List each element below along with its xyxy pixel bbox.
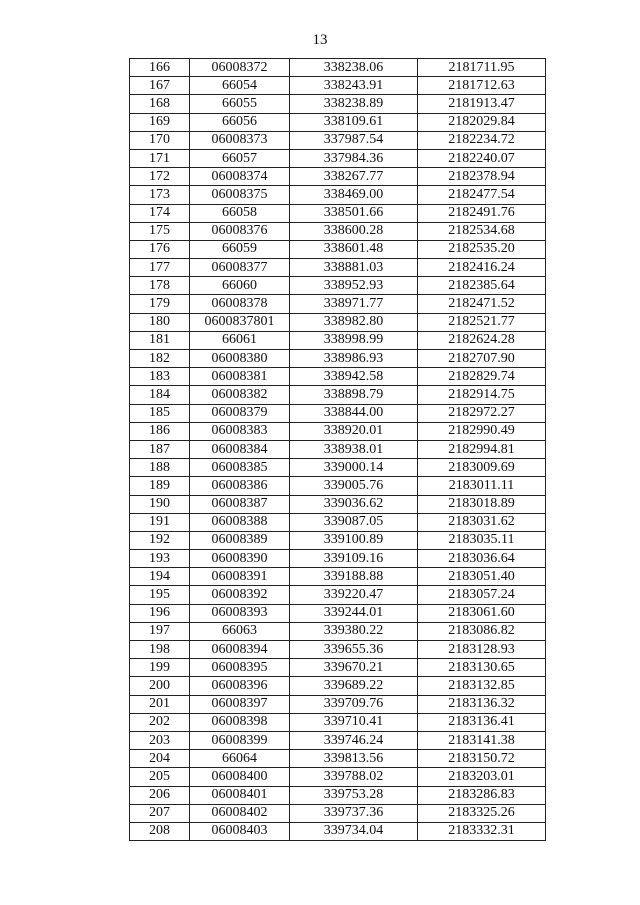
table-row <box>130 386 546 404</box>
x-coordinate-cell: 338982.80 <box>290 313 418 331</box>
point-id-cell: 06008392 <box>190 586 290 604</box>
table-row <box>130 313 546 331</box>
y-coordinate-cell: 2182234.72 <box>418 131 546 149</box>
table-row <box>130 131 546 149</box>
point-id-cell: 06008399 <box>190 731 290 749</box>
point-id-cell: 06008391 <box>190 568 290 586</box>
x-coordinate-cell: 338238.89 <box>290 95 418 113</box>
row-number-cell: 187 <box>130 440 190 458</box>
row-number-cell: 184 <box>130 386 190 404</box>
x-coordinate-cell: 338501.66 <box>290 204 418 222</box>
point-id-cell: 06008376 <box>190 222 290 240</box>
y-coordinate-cell: 2182914.75 <box>418 386 546 404</box>
table-row <box>130 240 546 258</box>
point-id-cell: 66064 <box>190 750 290 768</box>
point-id-cell: 66054 <box>190 77 290 95</box>
x-coordinate-cell: 339689.22 <box>290 677 418 695</box>
point-id-cell: 06008400 <box>190 768 290 786</box>
row-number-cell: 207 <box>130 804 190 822</box>
row-number-cell: 168 <box>130 95 190 113</box>
y-coordinate-cell: 2182477.54 <box>418 186 546 204</box>
point-id-cell: 06008384 <box>190 440 290 458</box>
point-id-cell: 06008395 <box>190 659 290 677</box>
table-row <box>130 95 546 113</box>
y-coordinate-cell: 2181712.63 <box>418 77 546 95</box>
x-coordinate-cell: 339000.14 <box>290 459 418 477</box>
row-number-cell: 167 <box>130 77 190 95</box>
point-id-cell: 06008402 <box>190 804 290 822</box>
row-number-cell: 186 <box>130 422 190 440</box>
table-row <box>130 550 546 568</box>
point-id-cell: 06008397 <box>190 695 290 713</box>
row-number-cell: 190 <box>130 495 190 513</box>
y-coordinate-cell: 2183011.11 <box>418 477 546 495</box>
table-row <box>130 331 546 349</box>
y-coordinate-cell: 2183332.31 <box>418 822 546 840</box>
table-row <box>130 622 546 640</box>
y-coordinate-cell: 2183061.60 <box>418 604 546 622</box>
y-coordinate-cell: 2182707.90 <box>418 350 546 368</box>
table-row <box>130 659 546 677</box>
table-row <box>130 804 546 822</box>
table-row <box>130 368 546 386</box>
y-coordinate-cell: 2183036.64 <box>418 550 546 568</box>
table-row <box>130 641 546 659</box>
point-id-cell: 66056 <box>190 113 290 131</box>
y-coordinate-cell: 2182829.74 <box>418 368 546 386</box>
row-number-cell: 208 <box>130 822 190 840</box>
row-number-cell: 191 <box>130 513 190 531</box>
table-row <box>130 586 546 604</box>
x-coordinate-cell: 338920.01 <box>290 422 418 440</box>
row-number-cell: 179 <box>130 295 190 313</box>
point-id-cell: 06008403 <box>190 822 290 840</box>
y-coordinate-cell: 2182240.07 <box>418 149 546 167</box>
x-coordinate-cell: 339734.04 <box>290 822 418 840</box>
point-id-cell: 06008381 <box>190 368 290 386</box>
y-coordinate-cell: 2182378.94 <box>418 168 546 186</box>
y-coordinate-cell: 2182990.49 <box>418 422 546 440</box>
x-coordinate-cell: 338601.48 <box>290 240 418 258</box>
y-coordinate-cell: 2182029.84 <box>418 113 546 131</box>
x-coordinate-cell: 339109.16 <box>290 550 418 568</box>
table-row <box>130 259 546 277</box>
point-id-cell: 06008394 <box>190 641 290 659</box>
row-number-cell: 192 <box>130 531 190 549</box>
point-id-cell: 66055 <box>190 95 290 113</box>
x-coordinate-cell: 338998.99 <box>290 331 418 349</box>
point-id-cell: 06008398 <box>190 713 290 731</box>
row-number-cell: 169 <box>130 113 190 131</box>
point-id-cell: 06008383 <box>190 422 290 440</box>
x-coordinate-cell: 338844.00 <box>290 404 418 422</box>
y-coordinate-cell: 2183141.38 <box>418 731 546 749</box>
row-number-cell: 203 <box>130 731 190 749</box>
row-number-cell: 195 <box>130 586 190 604</box>
point-id-cell: 0600837801 <box>190 313 290 331</box>
y-coordinate-cell: 2182521.77 <box>418 313 546 331</box>
point-id-cell: 06008372 <box>190 59 290 77</box>
x-coordinate-cell: 337984.36 <box>290 149 418 167</box>
point-id-cell: 06008378 <box>190 295 290 313</box>
point-id-cell: 66063 <box>190 622 290 640</box>
table-row <box>130 404 546 422</box>
table-row <box>130 513 546 531</box>
point-id-cell: 06008396 <box>190 677 290 695</box>
y-coordinate-cell: 2183132.85 <box>418 677 546 695</box>
x-coordinate-cell: 339380.22 <box>290 622 418 640</box>
row-number-cell: 200 <box>130 677 190 695</box>
table-row <box>130 295 546 313</box>
row-number-cell: 202 <box>130 713 190 731</box>
point-id-cell: 66059 <box>190 240 290 258</box>
y-coordinate-cell: 2183136.32 <box>418 695 546 713</box>
y-coordinate-cell: 2183325.26 <box>418 804 546 822</box>
y-coordinate-cell: 2182994.81 <box>418 440 546 458</box>
point-id-cell: 66060 <box>190 277 290 295</box>
x-coordinate-cell: 338238.06 <box>290 59 418 77</box>
y-coordinate-cell: 2183150.72 <box>418 750 546 768</box>
y-coordinate-cell: 2183286.83 <box>418 786 546 804</box>
point-id-cell: 66061 <box>190 331 290 349</box>
x-coordinate-cell: 339813.56 <box>290 750 418 768</box>
table-row <box>130 204 546 222</box>
x-coordinate-cell: 339788.02 <box>290 768 418 786</box>
x-coordinate-cell: 339746.24 <box>290 731 418 749</box>
row-number-cell: 183 <box>130 368 190 386</box>
table-row <box>130 477 546 495</box>
point-id-cell: 06008385 <box>190 459 290 477</box>
x-coordinate-cell: 339655.36 <box>290 641 418 659</box>
y-coordinate-cell: 2183035.11 <box>418 531 546 549</box>
row-number-cell: 171 <box>130 149 190 167</box>
x-coordinate-cell: 338243.91 <box>290 77 418 95</box>
page-number: 13 <box>312 32 328 48</box>
table-row <box>130 531 546 549</box>
y-coordinate-cell: 2182624.28 <box>418 331 546 349</box>
row-number-cell: 181 <box>130 331 190 349</box>
x-coordinate-cell: 339100.89 <box>290 531 418 549</box>
x-coordinate-cell: 338971.77 <box>290 295 418 313</box>
y-coordinate-cell: 2183031.62 <box>418 513 546 531</box>
point-id-cell: 06008382 <box>190 386 290 404</box>
x-coordinate-cell: 338952.93 <box>290 277 418 295</box>
point-id-cell: 06008386 <box>190 477 290 495</box>
coordinates-table-body <box>130 59 546 841</box>
table-row <box>130 422 546 440</box>
y-coordinate-cell: 2183018.89 <box>418 495 546 513</box>
table-row <box>130 186 546 204</box>
row-number-cell: 176 <box>130 240 190 258</box>
row-number-cell: 196 <box>130 604 190 622</box>
y-coordinate-cell: 2182972.27 <box>418 404 546 422</box>
point-id-cell: 06008375 <box>190 186 290 204</box>
table-row <box>130 822 546 840</box>
row-number-cell: 204 <box>130 750 190 768</box>
point-id-cell: 06008393 <box>190 604 290 622</box>
table-row <box>130 786 546 804</box>
x-coordinate-cell: 339005.76 <box>290 477 418 495</box>
table-row <box>130 695 546 713</box>
x-coordinate-cell: 337987.54 <box>290 131 418 149</box>
table-row <box>130 731 546 749</box>
table-row <box>130 277 546 295</box>
y-coordinate-cell: 2183136.41 <box>418 713 546 731</box>
y-coordinate-cell: 2182385.64 <box>418 277 546 295</box>
x-coordinate-cell: 339036.62 <box>290 495 418 513</box>
y-coordinate-cell: 2182534.68 <box>418 222 546 240</box>
table-row <box>130 149 546 167</box>
y-coordinate-cell: 2183128.93 <box>418 641 546 659</box>
row-number-cell: 193 <box>130 550 190 568</box>
point-id-cell: 06008374 <box>190 168 290 186</box>
table-row <box>130 350 546 368</box>
y-coordinate-cell: 2183086.82 <box>418 622 546 640</box>
y-coordinate-cell: 2182535.20 <box>418 240 546 258</box>
table-row <box>130 768 546 786</box>
row-number-cell: 197 <box>130 622 190 640</box>
row-number-cell: 205 <box>130 768 190 786</box>
y-coordinate-cell: 2183203.01 <box>418 768 546 786</box>
table-row <box>130 59 546 77</box>
x-coordinate-cell: 339670.21 <box>290 659 418 677</box>
table-row <box>130 750 546 768</box>
y-coordinate-cell: 2182491.76 <box>418 204 546 222</box>
table-row <box>130 222 546 240</box>
row-number-cell: 201 <box>130 695 190 713</box>
row-number-cell: 182 <box>130 350 190 368</box>
x-coordinate-cell: 338469.00 <box>290 186 418 204</box>
row-number-cell: 180 <box>130 313 190 331</box>
point-id-cell: 06008377 <box>190 259 290 277</box>
point-id-cell: 06008373 <box>190 131 290 149</box>
row-number-cell: 172 <box>130 168 190 186</box>
x-coordinate-cell: 339753.28 <box>290 786 418 804</box>
x-coordinate-cell: 339710.41 <box>290 713 418 731</box>
table-row <box>130 113 546 131</box>
row-number-cell: 198 <box>130 641 190 659</box>
point-id-cell: 06008390 <box>190 550 290 568</box>
x-coordinate-cell: 338600.28 <box>290 222 418 240</box>
row-number-cell: 174 <box>130 204 190 222</box>
row-number-cell: 177 <box>130 259 190 277</box>
point-id-cell: 66057 <box>190 149 290 167</box>
y-coordinate-cell: 2181711.95 <box>418 59 546 77</box>
table-row <box>130 677 546 695</box>
point-id-cell: 66058 <box>190 204 290 222</box>
x-coordinate-cell: 338898.79 <box>290 386 418 404</box>
point-id-cell: 06008401 <box>190 786 290 804</box>
table-row <box>130 568 546 586</box>
table-row <box>130 459 546 477</box>
row-number-cell: 188 <box>130 459 190 477</box>
x-coordinate-cell: 339188.88 <box>290 568 418 586</box>
coordinates-table <box>129 58 546 841</box>
row-number-cell: 178 <box>130 277 190 295</box>
x-coordinate-cell: 338881.03 <box>290 259 418 277</box>
row-number-cell: 173 <box>130 186 190 204</box>
table-row <box>130 495 546 513</box>
point-id-cell: 06008389 <box>190 531 290 549</box>
x-coordinate-cell: 338942.58 <box>290 368 418 386</box>
point-id-cell: 06008388 <box>190 513 290 531</box>
row-number-cell: 185 <box>130 404 190 422</box>
row-number-cell: 175 <box>130 222 190 240</box>
x-coordinate-cell: 338109.61 <box>290 113 418 131</box>
y-coordinate-cell: 2183130.65 <box>418 659 546 677</box>
row-number-cell: 199 <box>130 659 190 677</box>
y-coordinate-cell: 2182471.52 <box>418 295 546 313</box>
row-number-cell: 170 <box>130 131 190 149</box>
x-coordinate-cell: 339709.76 <box>290 695 418 713</box>
point-id-cell: 06008380 <box>190 350 290 368</box>
y-coordinate-cell: 2181913.47 <box>418 95 546 113</box>
x-coordinate-cell: 339087.05 <box>290 513 418 531</box>
y-coordinate-cell: 2183009.69 <box>418 459 546 477</box>
x-coordinate-cell: 338938.01 <box>290 440 418 458</box>
point-id-cell: 06008379 <box>190 404 290 422</box>
point-id-cell: 06008387 <box>190 495 290 513</box>
x-coordinate-cell: 338986.93 <box>290 350 418 368</box>
x-coordinate-cell: 339244.01 <box>290 604 418 622</box>
table-row <box>130 168 546 186</box>
table-row <box>130 713 546 731</box>
row-number-cell: 206 <box>130 786 190 804</box>
y-coordinate-cell: 2183057.24 <box>418 586 546 604</box>
table-row <box>130 77 546 95</box>
y-coordinate-cell: 2183051.40 <box>418 568 546 586</box>
table-row <box>130 604 546 622</box>
x-coordinate-cell: 339220.47 <box>290 586 418 604</box>
x-coordinate-cell: 339737.36 <box>290 804 418 822</box>
y-coordinate-cell: 2182416.24 <box>418 259 546 277</box>
x-coordinate-cell: 338267.77 <box>290 168 418 186</box>
table-row <box>130 440 546 458</box>
row-number-cell: 189 <box>130 477 190 495</box>
row-number-cell: 166 <box>130 59 190 77</box>
row-number-cell: 194 <box>130 568 190 586</box>
